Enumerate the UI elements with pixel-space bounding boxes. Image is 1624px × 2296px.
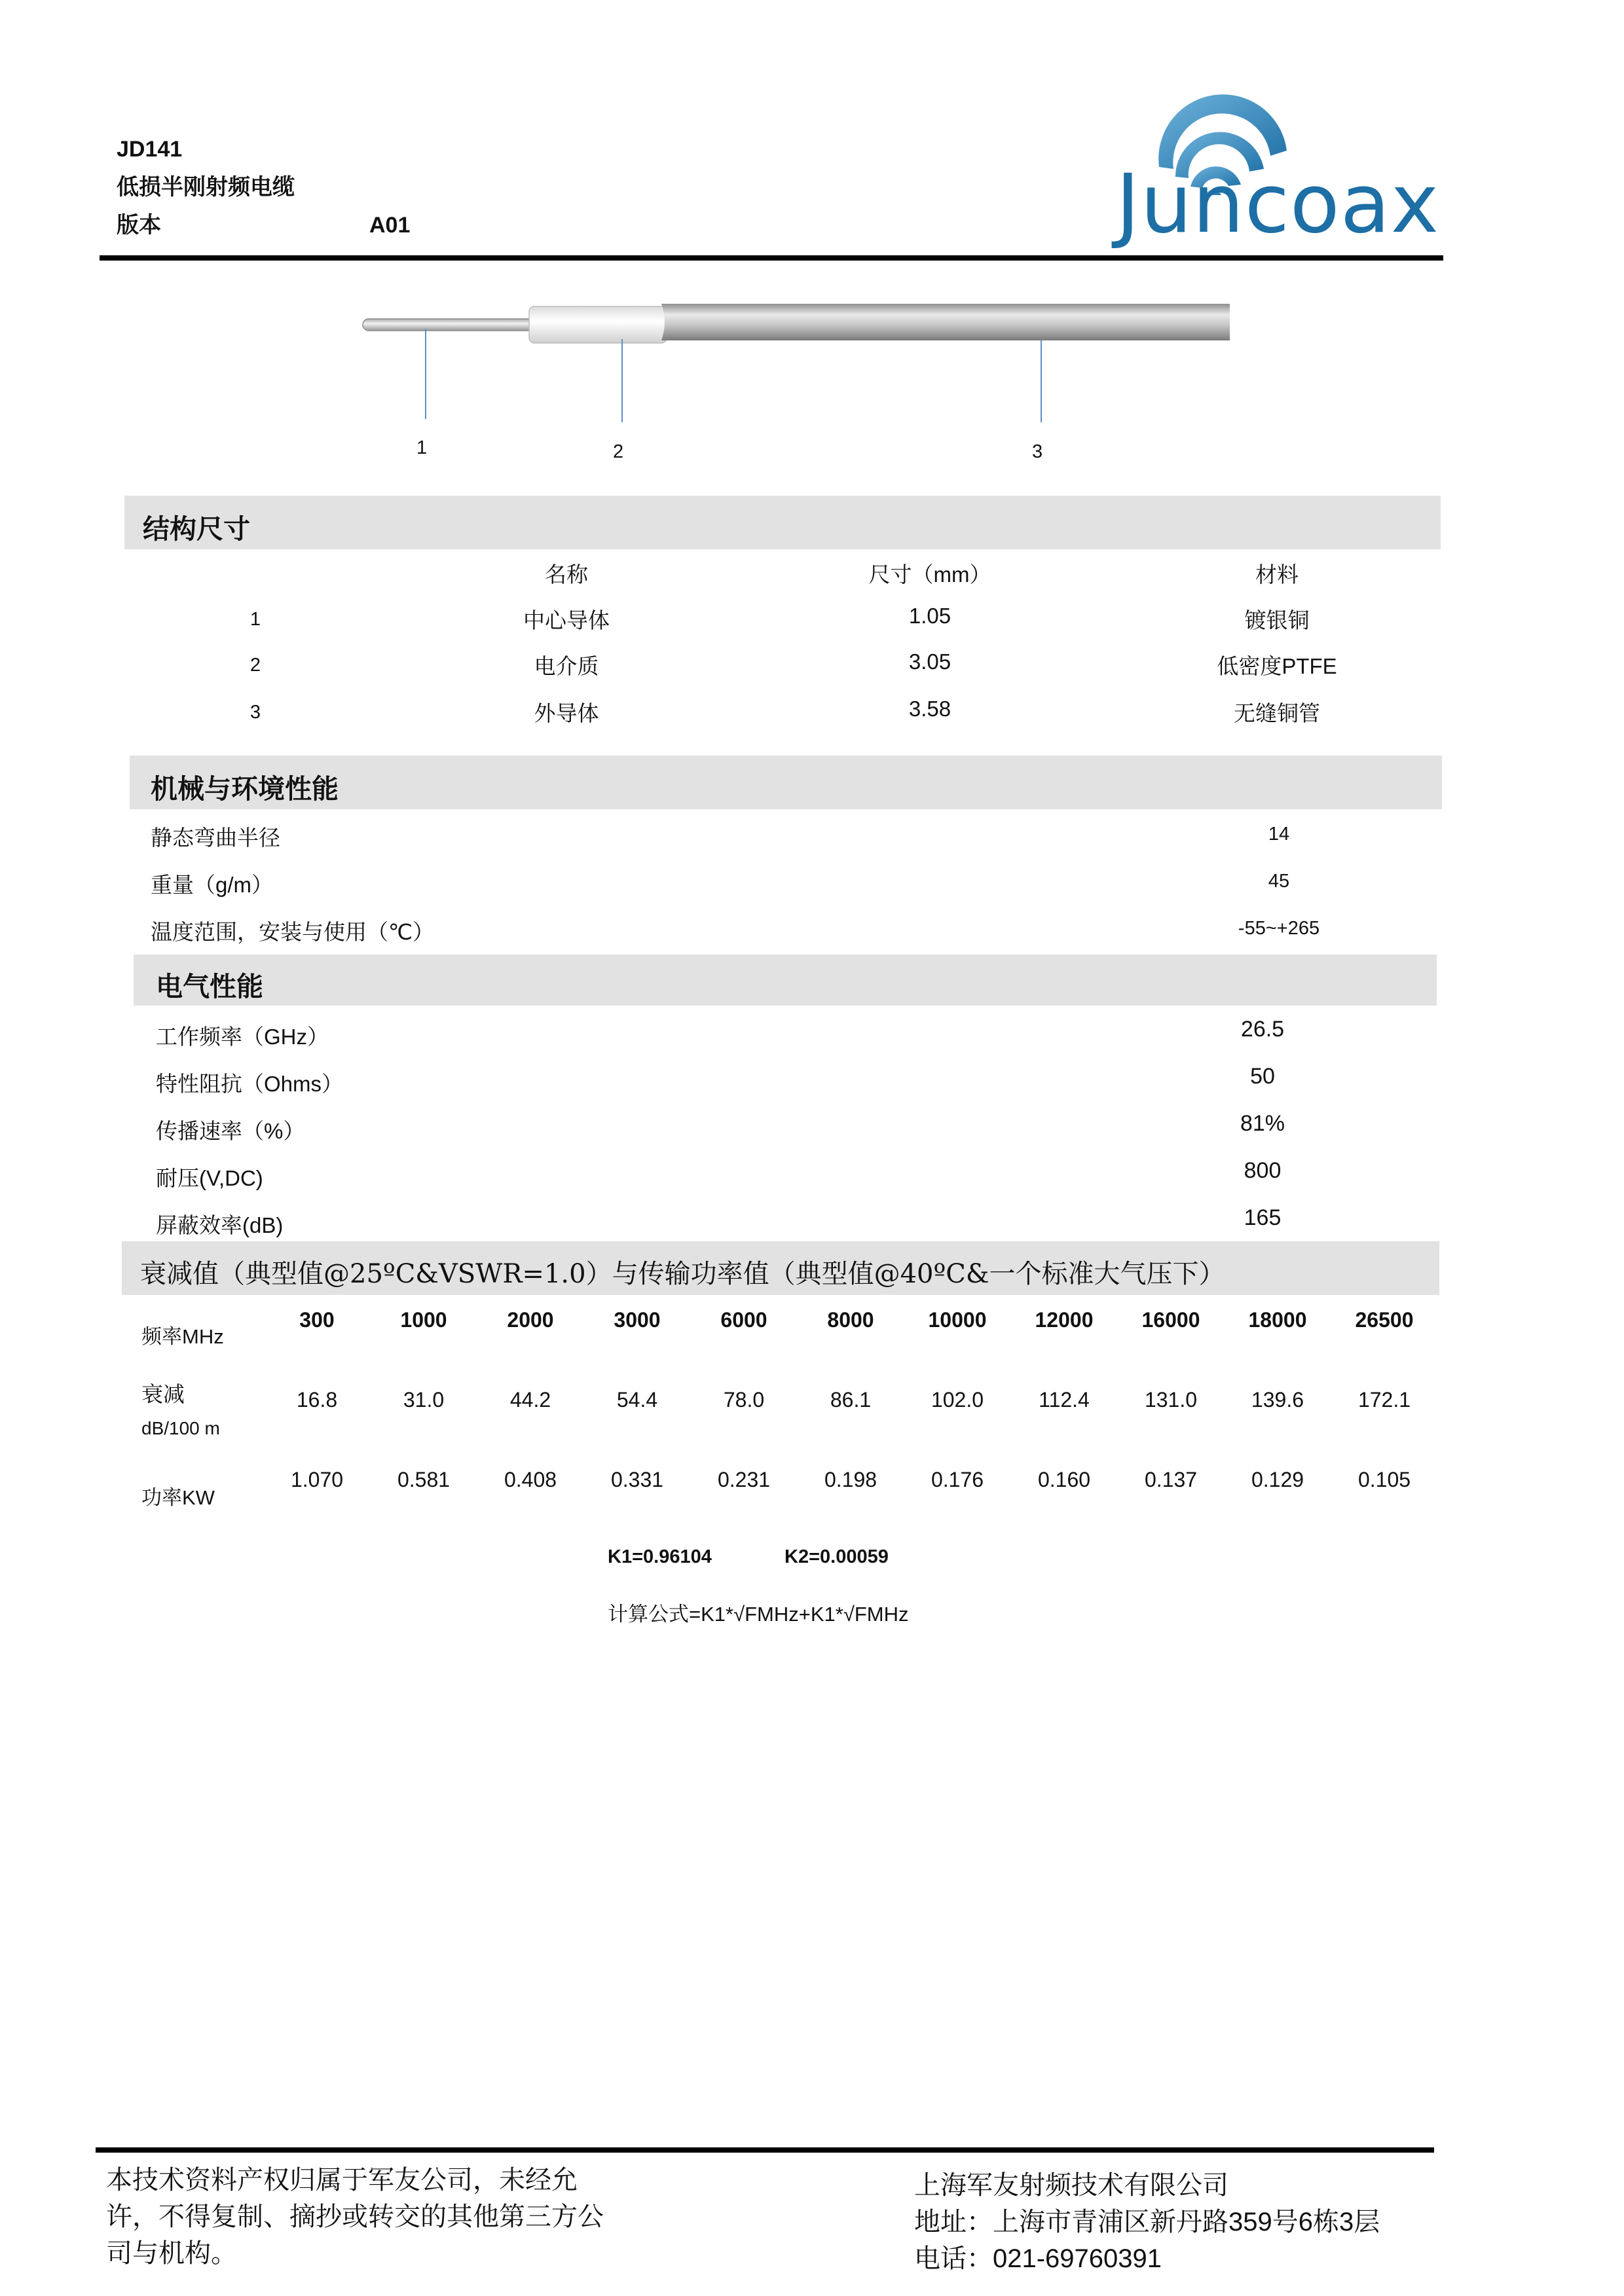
juncoax-logo — [1113, 79, 1454, 249]
elec-value: 800 — [1244, 1158, 1282, 1183]
frequency-cell: 6000 — [720, 1308, 767, 1332]
frequency-cell: 1000 — [400, 1308, 447, 1332]
frequency-cell: 12000 — [1035, 1308, 1094, 1332]
product-name: 低损半刚射频电缆 — [117, 175, 295, 200]
structure-row-size: 3.05 — [908, 649, 951, 674]
version-label: 版本 — [117, 213, 161, 238]
mech-label: 静态弯曲半径 — [151, 826, 280, 850]
power-cell: 1.070 — [290, 1468, 344, 1491]
attenuation-cell: 172.1 — [1357, 1388, 1411, 1412]
frequency-cell: 8000 — [827, 1308, 874, 1332]
frequency-cell: 2000 — [507, 1308, 554, 1332]
cable-diagram — [360, 288, 1251, 484]
attenuation-cell: 31.0 — [403, 1388, 445, 1412]
power-cell: 0.198 — [824, 1468, 877, 1491]
frequency-cell: 16000 — [1141, 1308, 1200, 1332]
mech-label: 温度范围，安装与使用（℃） — [151, 920, 435, 944]
attenuation-title: 衰减值（典型值@25ºC&VSWR=1.0）与传输功率值（典型值@40ºC&一个标准大气压下） — [140, 1259, 1225, 1289]
elec-label: 耐压(V,DC) — [156, 1166, 263, 1190]
structure-band — [124, 496, 1441, 549]
structure-row-size: 3.58 — [908, 697, 951, 721]
mechanical-title: 机械与环境性能 — [151, 774, 339, 804]
copyright-line: 本技术资料产权归属于军友公司，未经允 — [106, 2166, 578, 2195]
footer-rule — [96, 2147, 1434, 2153]
frequency-cell: 26500 — [1355, 1308, 1414, 1332]
structure-row-no: 2 — [249, 655, 261, 676]
col-size-header: 尺寸（mm） — [868, 562, 991, 587]
copyright-line: 司与机构。 — [106, 2239, 237, 2268]
elec-label: 屏蔽效率(dB) — [156, 1213, 284, 1237]
attenuation-cell: 131.0 — [1144, 1388, 1198, 1412]
att-row-label: 衰减 — [141, 1382, 185, 1406]
structure-row-name: 电介质 — [534, 654, 599, 678]
company-phone: 电话：021-69760391 — [914, 2244, 1162, 2273]
power-cell: 0.129 — [1251, 1468, 1304, 1491]
callout-3: 3 — [1032, 441, 1043, 462]
outer-conductor — [661, 304, 1230, 340]
frequency-cell: 300 — [299, 1308, 335, 1332]
electrical-title: 电气性能 — [156, 972, 263, 1002]
power-cell: 0.231 — [717, 1468, 771, 1491]
frequency-cell: 18000 — [1248, 1308, 1307, 1332]
mech-value: 45 — [1268, 871, 1290, 892]
power-cell: 0.581 — [397, 1468, 451, 1491]
logo-text: Juncoax — [1116, 157, 1440, 251]
structure-row-size: 1.05 — [908, 604, 951, 628]
mech-value: 14 — [1268, 824, 1290, 845]
power-cell: 0.160 — [1037, 1468, 1091, 1491]
electrical-band — [134, 955, 1437, 1006]
version-value: A01 — [369, 213, 411, 238]
elec-label: 传播速率（%） — [156, 1119, 305, 1143]
copyright-line: 许，不得复制、摘抄或转交的其他第三方公 — [106, 2202, 604, 2231]
structure-row-material: 无缝铜管 — [1234, 701, 1320, 725]
attenuation-cell: 112.4 — [1039, 1388, 1090, 1412]
power-cell: 0.408 — [504, 1468, 557, 1491]
mech-label: 重量（g/m） — [151, 873, 274, 897]
attenuation-cell: 44.2 — [509, 1388, 551, 1412]
attenuation-cell: 86.1 — [830, 1388, 872, 1412]
structure-row-material: 镀银铜 — [1244, 608, 1310, 632]
structure-row-no: 1 — [249, 609, 261, 630]
elec-value: 81% — [1240, 1111, 1285, 1136]
k2-value: K2=0.00059 — [784, 1546, 889, 1567]
col-name-header: 名称 — [545, 562, 588, 587]
power-cell: 0.105 — [1357, 1468, 1411, 1491]
structure-row-no: 3 — [249, 702, 261, 723]
freq-row-label: 频率MHz — [141, 1325, 224, 1348]
mech-value: -55~+265 — [1238, 918, 1320, 939]
structure-title: 结构尺寸 — [143, 514, 250, 544]
power-row-label: 功率KW — [141, 1486, 215, 1509]
callout-1: 1 — [416, 437, 428, 458]
header-rule — [100, 255, 1443, 261]
elec-label: 特性阻抗（Ohms） — [156, 1072, 344, 1096]
attenuation-cell: 102.0 — [931, 1388, 984, 1412]
company-address: 地址：上海市青浦区新丹路359号6栋3层 — [914, 2208, 1380, 2236]
elec-value: 50 — [1250, 1064, 1275, 1089]
attenuation-cell: 139.6 — [1251, 1388, 1304, 1412]
dielectric — [529, 306, 667, 343]
k1-value: K1=0.96104 — [608, 1546, 712, 1567]
attenuation-cell: 54.4 — [616, 1388, 658, 1412]
power-cell: 0.137 — [1144, 1468, 1198, 1491]
frequency-cell: 3000 — [614, 1308, 661, 1332]
elec-label: 工作频率（GHz） — [156, 1025, 329, 1049]
attenuation-cell: 16.8 — [296, 1388, 338, 1412]
power-cell: 0.331 — [610, 1468, 664, 1491]
attenuation-cell: 78.0 — [723, 1388, 765, 1412]
elec-value: 26.5 — [1240, 1017, 1285, 1042]
model-code: JD141 — [117, 137, 183, 162]
elec-value: 165 — [1244, 1205, 1282, 1230]
structure-row-name: 外导体 — [534, 701, 599, 725]
company-name: 上海军友射频技术有限公司 — [914, 2171, 1228, 2200]
frequency-cell: 10000 — [928, 1308, 987, 1332]
structure-row-material: 低密度PTFE — [1217, 654, 1337, 678]
att-row-unit: dB/100 m — [141, 1418, 220, 1438]
callout-2: 2 — [613, 441, 624, 462]
structure-row-name: 中心导体 — [523, 608, 610, 632]
formula-text: 计算公式=K1*√FMHz+K1*√FMHz — [608, 1603, 909, 1626]
power-cell: 0.176 — [931, 1468, 984, 1491]
center-conductor — [363, 319, 534, 331]
col-material-header: 材料 — [1255, 562, 1299, 587]
